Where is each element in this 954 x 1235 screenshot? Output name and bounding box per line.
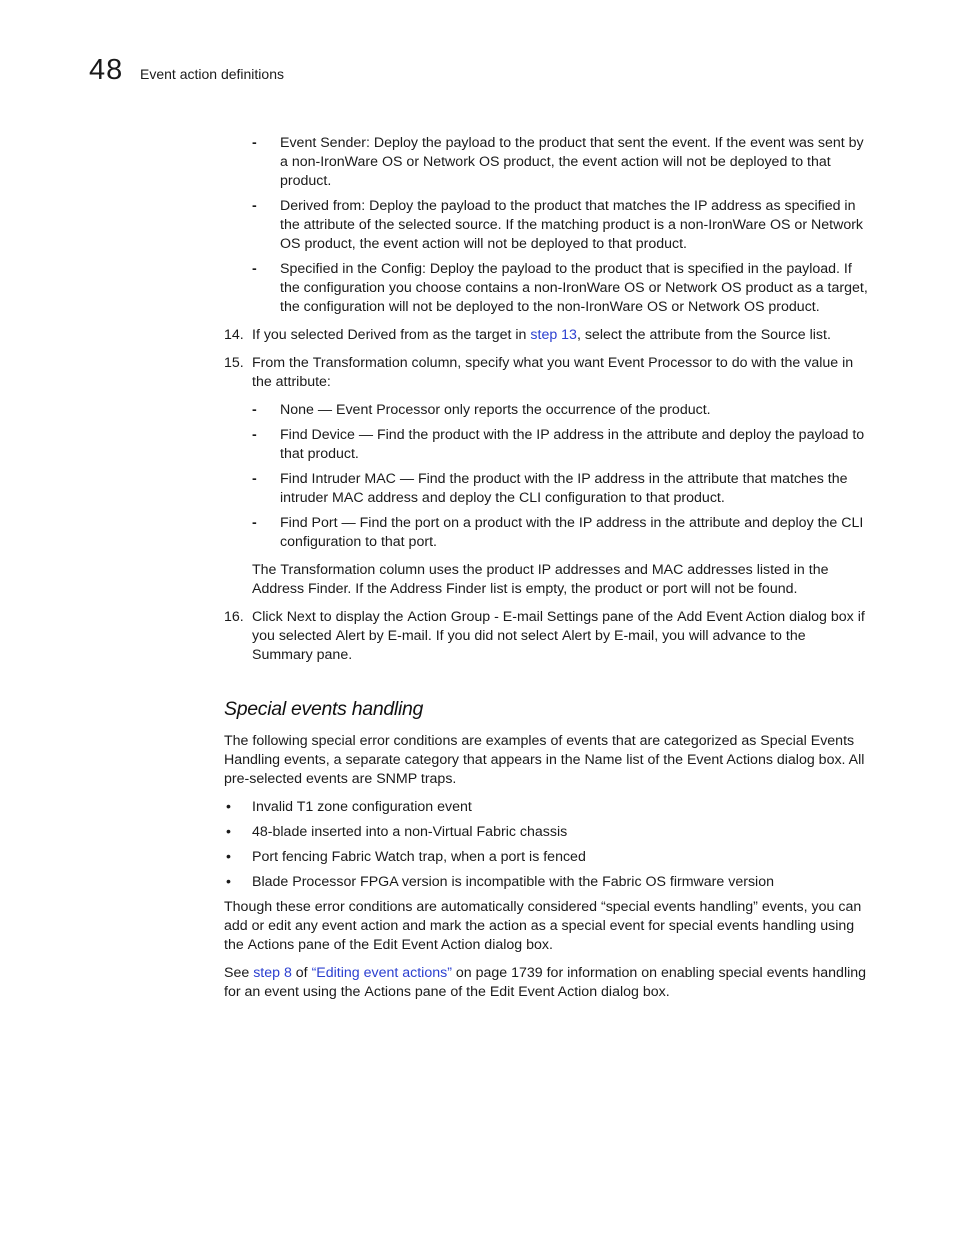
list-item: - None — Event Processor only reports the occurrence of the product. [252, 402, 711, 418]
list-item: - Find Port — Find the port on a product with the IP address in the attribute and deploy the CLI configuration to that port. [252, 515, 864, 550]
list-item: • Invalid T1 zone configuration event [226, 799, 472, 815]
list-item: - Event Sender: Deploy the payload to the product that sent the event. If the event was sent by a non-IronWare OS or Network OS product, the event action will not be deployed to that product. [252, 135, 864, 189]
page-content [224, 134, 869, 1002]
bullet-icon: • [226, 799, 231, 815]
list-item: • 48-blade inserted into a non-Virtual Fabric chassis [226, 824, 568, 840]
term: Event Sender [280, 135, 366, 151]
chapter-number: 48 [89, 54, 124, 86]
chapter-title: Event action definitions [140, 66, 284, 82]
step-14: 14. If you selected Derived from as the target in step 13, select the attribute from the Source list. [224, 327, 831, 343]
step-13-link[interactable]: step 13 [530, 327, 577, 343]
list-item: - Specified in the Config: Deploy the payload to the product that is specified in the payload. If the configuration you choose contains a non-IronWare OS or Network OS product as a target, the configuration will not be deployed to the non-IronWare OS or Network OS product. [252, 261, 868, 315]
step-8-link[interactable]: step 8 [253, 965, 292, 981]
transformation-note: The Transformation column uses the product IP addresses and MAC addresses listed in the Address Finder. If the Address Finder list is empty, the product or port will not be found. [252, 562, 829, 597]
transformation-options-list [252, 401, 869, 552]
list-item: • Blade Processor FPGA version is incompatible with the Fabric OS firmware version [226, 874, 774, 890]
section-heading: Special events handling [224, 698, 424, 720]
step-15: 15. From the Transformation column, specify what you want Event Processor to do with the value in the attribute: [224, 355, 854, 390]
term: Specified in the Config [280, 261, 422, 277]
list-item: - Find Device — Find the product with the IP address in the attribute and deploy the payload to that product. [252, 427, 865, 462]
bullet-icon: • [226, 849, 231, 865]
target-options-list [252, 134, 869, 317]
term: Derived from [280, 198, 362, 214]
list-item: • Port fencing Fabric Watch trap, when a port is fenced [226, 849, 586, 865]
list-item: - Derived from: Deploy the payload to the product that matches the IP address as specified in the attribute of the selected source. If the matching product is a non-IronWare OS or Network OS product, the event action will not be deployed to that product. [252, 198, 864, 252]
list-item: - Find Intruder MAC — Find the product with the IP address in the attribute that matches the intruder MAC address and deploy the CLI configuration to that product. [252, 471, 848, 506]
editing-event-actions-link[interactable]: “Editing event actions” [311, 965, 452, 981]
bullet-icon: • [226, 824, 231, 840]
bullet-icon: • [226, 874, 231, 890]
special-events-list [224, 798, 869, 892]
section-paragraph-3: See step 8 of “Editing event actions” on page 1739 for information on enabling special events handling for an event using the Actions pane of the Edit Event Action dialog box. [224, 965, 867, 1000]
section-intro: The following special error conditions are examples of events that are categorized as Special Events Handling events, a separate category that appears in the Name list of the Event Actions dialog box. All pre-selected events are SNMP traps. [224, 733, 865, 787]
section-paragraph-2: Though these error conditions are automatically considered “special events handling” events, you can add or edit any event action and mark the action as a special event for special events handling using the Actions pane of the Edit Event Action dialog box. [224, 899, 862, 953]
step-16: 16. Click Next to display the Action Group - E-mail Settings pane of the Add Event Action dialog box if you selected Alert by E-mail. If you did not select Alert by E-mail, you will advance to the Summary pane. [224, 609, 865, 663]
